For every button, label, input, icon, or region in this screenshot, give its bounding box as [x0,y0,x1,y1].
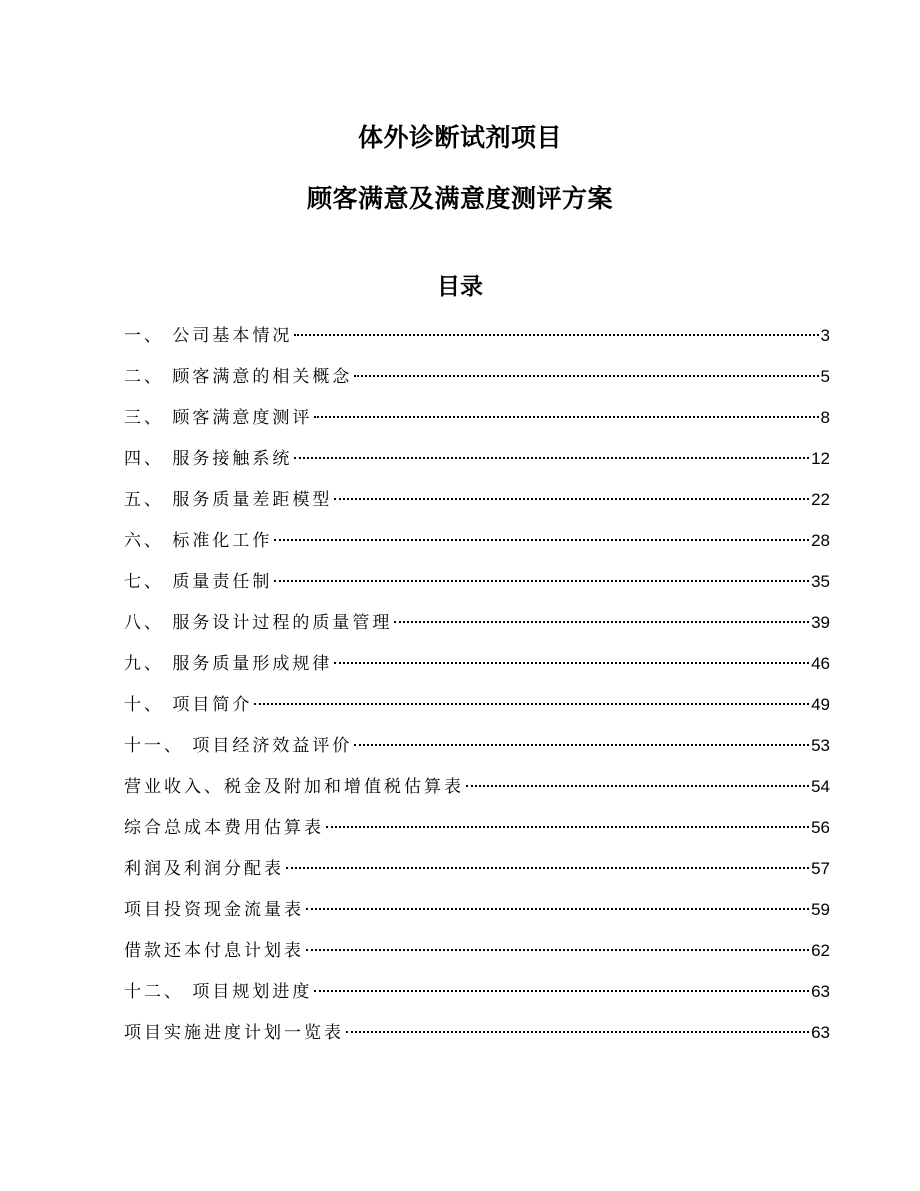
toc-entry-label: 七、 质量责任制 [124,572,273,592]
toc-entry-label: 利润及利润分配表 [124,859,284,879]
toc-entry-page-number: 46 [811,654,830,673]
document-title-line-1: 体外诊断试剂项目 [357,123,562,152]
toc-entry[interactable] [124,568,830,609]
toc-entry-page-number: 12 [811,449,830,468]
toc-entry[interactable] [124,527,830,568]
toc-entry-page-number: 53 [811,736,830,755]
toc-entry-label: 五、 服务质量差距模型 [124,490,333,510]
toc-entry-page-number: 56 [811,818,830,837]
toc-entry-label: 二、 顾客满意的相关概念 [124,367,353,387]
toc-entry-label: 十一、 项目经济效益评价 [124,736,353,756]
toc-entry-label: 十二、 项目规划进度 [124,982,313,1002]
toc-entry-label: 借款还本付息计划表 [124,941,304,961]
toc-entry-label: 项目实施进度计划一览表 [124,1023,344,1043]
toc-entry[interactable] [124,691,830,732]
toc-dot-leader [286,867,809,869]
document-title-line-2: 顾客满意及满意度测评方案 [306,184,613,213]
toc-entry-page-number: 8 [820,408,830,427]
toc-entry[interactable] [124,978,830,1019]
toc-entry-label: 营业收入、税金及附加和增值税估算表 [124,777,464,797]
toc-entry[interactable] [124,814,830,855]
toc-dot-leader [274,580,809,582]
toc-entry[interactable] [124,732,830,773]
toc-heading: 目录 [437,274,483,300]
toc-dot-leader [306,949,809,951]
toc-dot-leader [346,1031,809,1033]
toc-entry[interactable] [124,404,830,445]
toc-entry[interactable] [124,855,830,896]
toc-dot-leader [314,990,809,992]
toc-entry-page-number: 62 [811,941,830,960]
toc-dot-leader [314,416,818,418]
toc-entry-page-number: 5 [820,367,830,386]
toc-entry[interactable] [124,609,830,650]
toc-entry[interactable] [124,486,830,527]
toc-entry-page-number: 59 [811,900,830,919]
toc-entry-label: 综合总成本费用估算表 [124,818,324,838]
toc-entry-page-number: 22 [811,490,830,509]
table-of-contents [124,322,830,1060]
toc-dot-leader [254,703,809,705]
toc-entry[interactable] [124,363,830,404]
toc-dot-leader [274,539,809,541]
toc-entry-page-number: 35 [811,572,830,591]
toc-dot-leader [306,908,809,910]
toc-entry-page-number: 63 [811,982,830,1001]
toc-entry-page-number: 54 [811,777,830,796]
toc-dot-leader [294,457,809,459]
toc-entry-page-number: 28 [811,531,830,550]
toc-dot-leader [466,785,809,787]
toc-entry-page-number: 39 [811,613,830,632]
toc-dot-leader [394,621,809,623]
toc-entry-page-number: 3 [820,326,830,345]
toc-entry-label: 六、 标准化工作 [124,531,273,551]
toc-entry[interactable] [124,322,830,363]
toc-entry[interactable] [124,773,830,814]
toc-dot-leader [294,334,818,336]
toc-entry-label: 四、 服务接触系统 [124,449,293,469]
toc-entry[interactable] [124,896,830,937]
toc-entry-label: 一、 公司基本情况 [124,326,293,346]
toc-dot-leader [326,826,809,828]
toc-entry-page-number: 49 [811,695,830,714]
toc-entry-label: 三、 顾客满意度测评 [124,408,313,428]
toc-dot-leader [334,498,809,500]
toc-dot-leader [354,744,809,746]
toc-entry-label: 项目投资现金流量表 [124,900,304,920]
toc-entry[interactable] [124,445,830,486]
toc-dot-leader [334,662,809,664]
toc-entry[interactable] [124,1019,830,1060]
toc-entry[interactable] [124,650,830,691]
toc-entry-page-number: 63 [811,1023,830,1042]
toc-entry-label: 八、 服务设计过程的质量管理 [124,613,393,633]
toc-entry[interactable] [124,937,830,978]
toc-entry-label: 九、 服务质量形成规律 [124,654,333,674]
toc-dot-leader [354,375,818,377]
toc-entry-label: 十、 项目简介 [124,695,253,715]
toc-entry-page-number: 57 [811,859,830,878]
